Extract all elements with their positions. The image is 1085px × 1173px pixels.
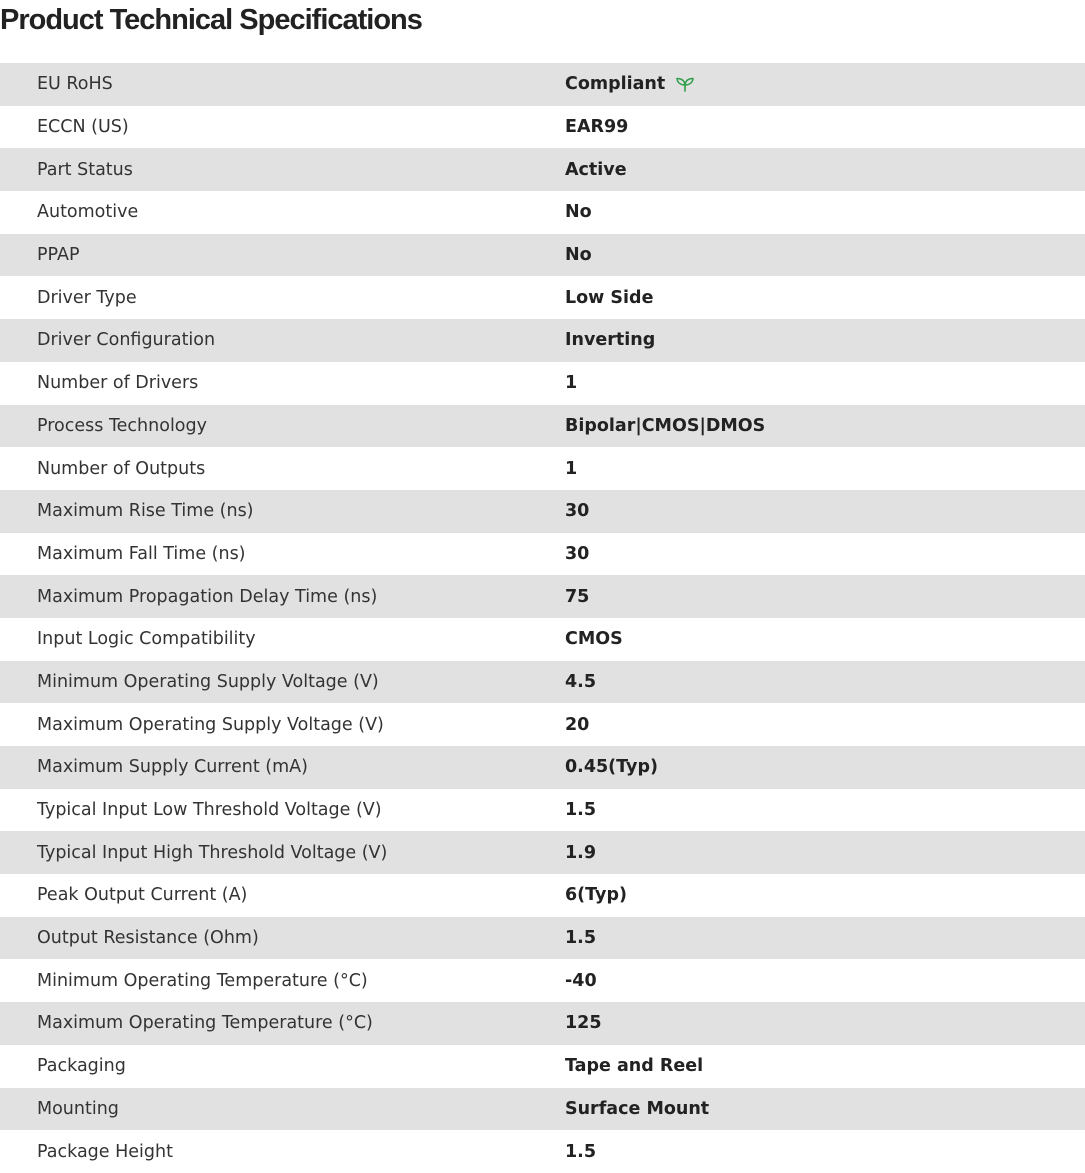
- spec-label: Maximum Supply Current (mA): [37, 757, 308, 778]
- spec-label: Process Technology: [37, 415, 207, 436]
- spec-value-text: 1.5: [565, 928, 597, 949]
- spec-label: ECCN (US): [37, 117, 129, 138]
- spec-value-text: 1.5: [565, 800, 597, 821]
- spec-value-text: CMOS: [565, 629, 623, 650]
- spec-value: [565, 544, 589, 564]
- spec-value: [565, 1056, 703, 1076]
- spec-value: [565, 74, 695, 94]
- spec-row: [0, 874, 1085, 917]
- spec-table: [0, 63, 1085, 1173]
- spec-row: [0, 917, 1085, 960]
- spec-value: [565, 1099, 709, 1119]
- spec-value-text: 30: [565, 543, 590, 564]
- spec-value: [565, 202, 592, 222]
- spec-value: [565, 416, 765, 436]
- spec-label: Packaging: [37, 1056, 126, 1077]
- spec-label: Maximum Propagation Delay Time (ns): [37, 586, 378, 607]
- spec-value: [565, 971, 597, 991]
- spec-value-text: Surface Mount: [565, 1098, 710, 1119]
- spec-label: Number of Outputs: [37, 458, 206, 479]
- spec-value-text: Low Side: [565, 287, 654, 308]
- spec-label: Driver Configuration: [37, 330, 216, 351]
- spec-row: [0, 959, 1085, 1002]
- spec-value: [565, 587, 589, 607]
- spec-value-text: -40: [565, 970, 597, 991]
- spec-value-text: EAR99: [565, 117, 629, 138]
- spec-row: [0, 1002, 1085, 1045]
- spec-label: Maximum Rise Time (ns): [37, 501, 254, 522]
- spec-value-text: Tape and Reel: [565, 1056, 704, 1077]
- spec-value: [565, 501, 589, 521]
- spec-label: Typical Input High Threshold Voltage (V): [37, 842, 388, 863]
- spec-value: [565, 672, 596, 692]
- spec-value: [565, 160, 627, 180]
- spec-value-text: Bipolar|CMOS|DMOS: [565, 415, 766, 436]
- spec-value-text: 1: [565, 373, 578, 394]
- spec-label: Package Height: [37, 1141, 173, 1162]
- spec-value: [565, 117, 628, 137]
- spec-value-text: Active: [565, 159, 627, 180]
- spec-label: Input Logic Compatibility: [37, 629, 256, 650]
- spec-value-text: No: [565, 202, 592, 223]
- spec-row: [0, 148, 1085, 191]
- spec-row: [0, 362, 1085, 405]
- spec-row: [0, 746, 1085, 789]
- spec-row: [0, 1088, 1085, 1131]
- spec-value: [565, 800, 596, 820]
- spec-value: [565, 843, 596, 863]
- spec-value: [565, 757, 658, 777]
- spec-value-text: No: [565, 245, 592, 266]
- spec-label: Typical Input Low Threshold Voltage (V): [37, 800, 382, 821]
- spec-row: [0, 789, 1085, 832]
- spec-value-text: 75: [565, 586, 590, 607]
- spec-value-text: Inverting: [565, 330, 656, 351]
- spec-row: [0, 575, 1085, 618]
- spec-row: [0, 447, 1085, 490]
- spec-value: [565, 373, 577, 393]
- spec-value-text: 4.5: [565, 671, 597, 692]
- spec-row: [0, 490, 1085, 533]
- spec-row: [0, 1045, 1085, 1088]
- spec-value: [565, 629, 623, 649]
- spec-row: [0, 106, 1085, 149]
- spec-label: Maximum Operating Supply Voltage (V): [37, 714, 384, 735]
- spec-value: [565, 245, 592, 265]
- spec-value-text: 20: [565, 714, 590, 735]
- spec-value: [565, 885, 627, 905]
- spec-label: Peak Output Current (A): [37, 885, 248, 906]
- spec-row: [0, 276, 1085, 319]
- spec-value: [565, 459, 577, 479]
- spec-label: Maximum Fall Time (ns): [37, 543, 246, 564]
- spec-row: [0, 533, 1085, 576]
- spec-value: [565, 330, 655, 350]
- spec-row: [0, 63, 1085, 106]
- page-title: Product Technical Specifications: [0, 4, 422, 36]
- spec-row: [0, 831, 1085, 874]
- spec-value-text: 1: [565, 458, 578, 479]
- leaf-icon: [675, 76, 695, 92]
- spec-label: Mounting: [37, 1098, 119, 1119]
- spec-label: Automotive: [37, 202, 139, 223]
- spec-row: [0, 618, 1085, 661]
- spec-row: [0, 661, 1085, 704]
- spec-label: Part Status: [37, 159, 133, 180]
- spec-label: Number of Drivers: [37, 373, 199, 394]
- spec-label: Minimum Operating Supply Voltage (V): [37, 671, 379, 692]
- spec-value: [565, 1013, 602, 1033]
- spec-label: Minimum Operating Temperature (°C): [37, 970, 368, 991]
- spec-value: [565, 288, 653, 308]
- spec-row: [0, 703, 1085, 746]
- spec-value-text: 1.9: [565, 842, 597, 863]
- spec-value-text: Compliant: [565, 74, 666, 95]
- spec-label: Driver Type: [37, 287, 137, 308]
- spec-value: [565, 928, 596, 948]
- spec-value: [565, 715, 589, 735]
- spec-label: PPAP: [37, 245, 80, 266]
- spec-label: Output Resistance (Ohm): [37, 928, 259, 949]
- spec-label: Maximum Operating Temperature (°C): [37, 1013, 373, 1034]
- spec-value: [565, 1142, 596, 1162]
- spec-label: EU RoHS: [37, 74, 113, 95]
- spec-row: [0, 234, 1085, 277]
- spec-value-text: 6(Typ): [565, 885, 627, 906]
- spec-row: [0, 1130, 1085, 1173]
- spec-row: [0, 191, 1085, 234]
- spec-value-text: 125: [565, 1013, 602, 1034]
- spec-value-text: 0.45(Typ): [565, 757, 658, 778]
- spec-value-text: 1.5: [565, 1141, 597, 1162]
- spec-row: [0, 405, 1085, 448]
- spec-value-text: 30: [565, 501, 590, 522]
- spec-row: [0, 319, 1085, 362]
